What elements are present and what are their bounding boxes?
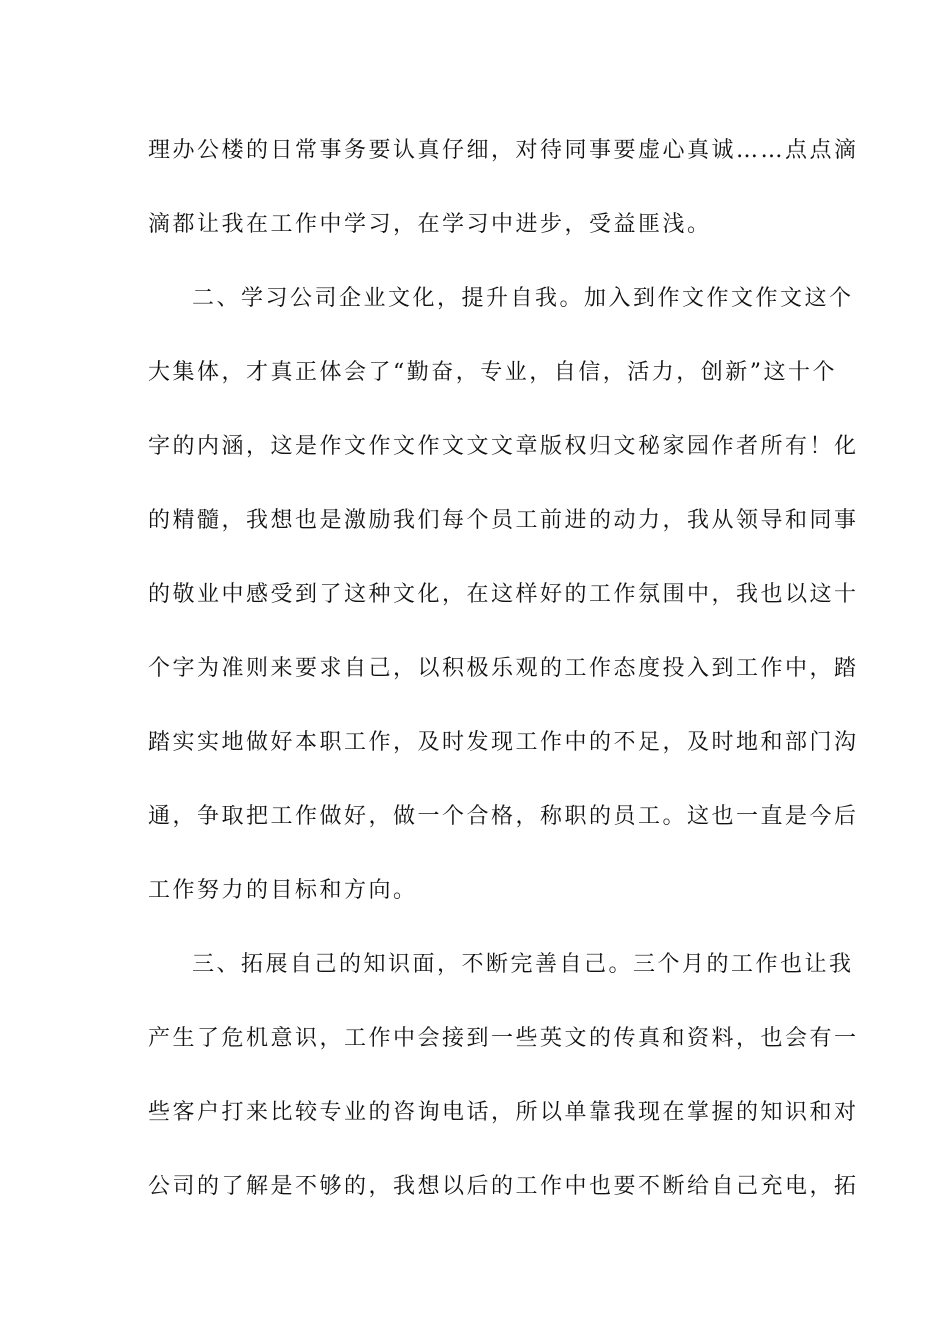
text-line: 的敬业中感受到了这种文化，在这样好的工作氛围中，我也以这十 <box>148 582 859 607</box>
text-line: 大集体，才真正体会了“勤奋，专业，自信，活力，创新”这十个 <box>148 360 837 385</box>
text-line: 字的内涵，这是作文作文作文文文章版权归文秘家园作者所有！化 <box>148 434 859 459</box>
text-line: 公司的了解是不够的，我想以后的工作中也要不断给自己充电，拓 <box>148 1174 859 1199</box>
text-line: 通，争取把工作做好，做一个合格，称职的员工。这也一直是今后 <box>148 804 859 829</box>
text-line: 些客户打来比较专业的咨询电话，所以单靠我现在掌握的知识和对 <box>148 1100 859 1125</box>
text-line: 产生了危机意识，工作中会接到一些英文的传真和资料，也会有一 <box>148 1026 859 1051</box>
paragraph-heading-line: 二、学习公司企业文化，提升自我。加入到作文作文作文这个 <box>192 286 854 311</box>
text-line: 滴都让我在工作中学习，在学习中进步，受益匪浅。 <box>148 212 712 237</box>
text-line: 踏实实地做好本职工作，及时发现工作中的不足，及时地和部门沟 <box>148 730 859 755</box>
text-line: 理办公楼的日常事务要认真仔细，对待同事要虚心真诚……点点滴 <box>148 138 859 163</box>
text-line: 个字为准则来要求自己，以积极乐观的工作态度投入到工作中，踏 <box>148 656 859 681</box>
text-line: 的精髓，我想也是激励我们每个员工前进的动力，我从领导和同事 <box>148 508 859 533</box>
text-line: 工作努力的目标和方向。 <box>148 878 418 903</box>
paragraph-heading-line: 三、拓展自己的知识面，不断完善自己。三个月的工作也让我 <box>192 952 854 977</box>
